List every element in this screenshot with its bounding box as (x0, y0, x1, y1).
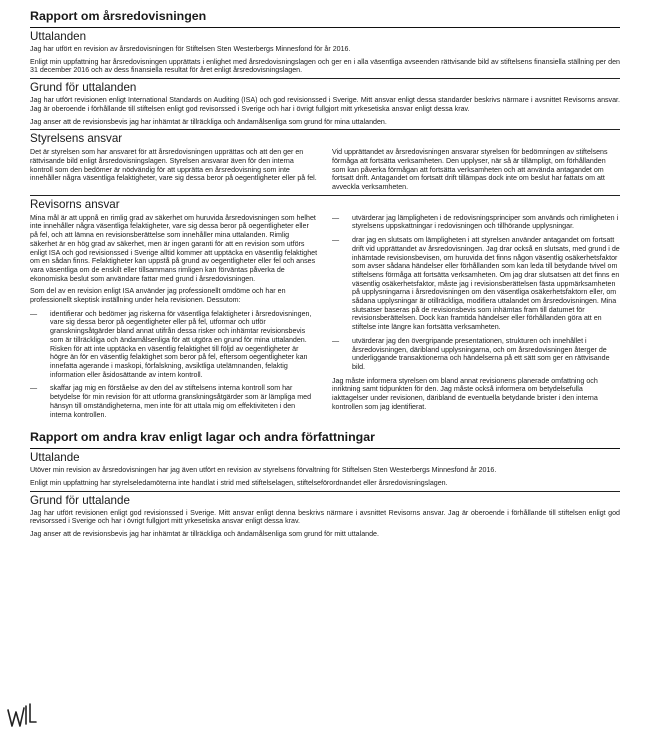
audit-report-page (30, 8, 620, 539)
paragraph: Det är styrelsen som har ansvaret för att årsredovisningen upprättas och att den ger en rättvisande bild enligt årsredovisningslagen. Styrelsen ansvarar även för den interna kontroll som den bedömer är nödvändig för att upprätta en årsredovisning som inte innehåller några väsentliga felaktigheter, vare sig dessa beror på oegentligheter eller på fel. (30, 148, 317, 183)
part2-title: Rapport om andra krav enligt lagar och andra författningar (30, 430, 375, 445)
paragraph: Jag har utfört revisionen enligt god revisionssed i Sverige. Mitt ansvar enligt denna beskrivs närmare i avsnittet Revisorns ansvar. Jag är oberoende i förhållande till stiftelsen enligt god revisorssed i Sverige och har i övrigt fullgjort mitt yrkesetiska ansvar enligt dessa krav. (30, 508, 620, 526)
dash-bullet: — (332, 336, 340, 345)
paragraph: Enligt min uppfattning har styrelseledamöterna inte handlat i strid med stiftelselagen, stiftelseförordnandet eller årsredovisningslagen. (30, 478, 448, 487)
list-item (30, 384, 318, 419)
section-heading-grund-for-uttalande: Grund för uttalande (30, 493, 130, 507)
section-heading-grund: Grund för uttalanden (30, 81, 137, 95)
paragraph: Jag anser att de revisionsbevis jag har inhämtat är tillräckliga och ändamålsenliga som grund för mina uttalanden. (30, 117, 387, 126)
divider (30, 448, 620, 449)
paragraph: Vid upprättandet av årsredovisningen ansvarar styrelsen för bedömningen av stiftelsens förmåga att fortsätta verksamheten. Den upplyser, när så är tillämpligt, om förhållanden som kan påverka förmågan att fortsätta verksamheten och att använda antagandet om fortsatt drift. Antagandet om fortsatt drift tillämpas dock inte om beslut har fattats om att avveckla verksamheten. (332, 148, 608, 192)
divider (30, 129, 620, 130)
list-item-text: drar jag en slutsats om lämpligheten i att styrelsen använder antagandet om fortsatt drift vid upprättandet av årsredovisningen. Jag drar också en slutsats, med grund i de inhämtade revisionsbevisen, om huruvida det finns någon väsentlig osäkerhetsfaktor som avser sådana händelser eller förhållanden som kan leda till betydande tvivel om stiftelsens förmåga att fortsätta verksamheten. Om jag drar slutsatsen att det finns en väsentlig osäkerhetsfaktor, måste jag i revisionsberättelsen fästa uppmärksamheten på upplysningarna i årsredovisningen om den väsentliga osäkerhetsfaktorn eller, om sådana upplysningar är otillräckliga, modifiera uttalandet om årsredovisningen. Mina slutsatser baseras på de revisionsbevis som inhämtas fram till datumet för revisionsberättelsen. Dock kan framtida händelser eller förhållanden göra att en stiftelse inte längre kan fortsätta verksamheten. (352, 236, 620, 332)
dash-bullet: — (332, 236, 340, 245)
list-item-text: utvärderar jag lämpligheten i de redovisningsprinciper som används och rimligheten i styrelsens uppskattningar i redovisningen och tillhörande upplysningar. (352, 213, 619, 231)
list-item (332, 236, 620, 332)
right-column (332, 147, 620, 192)
paragraph: Enligt min uppfattning har årsredovisningen upprättats i enlighet med årsredovisningslagen och ger en i alla väsentliga avseenden rättvisande bild av stiftelsens finansiella ställning per den 31 december 2016 och av dess finansiella resultat för året enligt årsredovisningslagen. (30, 57, 620, 75)
divider (30, 195, 620, 196)
section-heading-uttalanden: Uttalanden (30, 30, 87, 43)
section-heading-styrelsens-ansvar: Styrelsens ansvar (30, 132, 123, 146)
list-item-text: utvärderar jag den övergripande presentationen, strukturen och innehållet i årsredovisningen, däribland upplysningarna, och om årsredovisningen återger de underliggande transaktionerna och händelserna på ett sätt som ger en rättvisande bild. (352, 336, 610, 371)
paragraph: Som del av en revision enligt ISA använder jag professionellt omdöme och har en professionellt skeptisk inställning under hela revisionen. Dessutom: (30, 287, 286, 305)
divider (30, 27, 620, 28)
list-item (332, 337, 620, 372)
list-item (332, 214, 620, 231)
dash-bullet: — (332, 213, 340, 222)
divider (30, 491, 620, 492)
dash-bullet: — (30, 309, 38, 318)
two-column-block (30, 147, 620, 192)
paragraph: Jag måste informera styrelsen om bland annat revisionens planerade omfattning och inriktning samt tidpunkten för den. Jag måste också informera om betydelsefulla iakttagelser under revisionen, däribland de eventuella betydande brister i den interna kontrollen som jag identifierat. (332, 376, 598, 411)
section-heading-revisorns-ansvar: Revisorns ansvar (30, 197, 120, 211)
left-column (30, 147, 318, 192)
two-column-block (30, 213, 620, 419)
dash-bullet: — (30, 384, 38, 393)
list-item (30, 310, 318, 380)
paragraph: Mina mål är att uppnå en rimlig grad av säkerhet om huruvida årsredovisningen som helhet inte innehåller några väsentliga felaktigheter, vare sig dessa beror på oegentligheter eller på fel, och att lämna en revisionsberättelse som innehåller mina uttalanden. Rimlig säkerhet är en hög grad av säkerhet, men är ingen garanti för att en revision som utförs enligt ISA och god revisionssed i Sverige alltid kommer att upptäcka en väsentlig felaktighet om en sådan finns. Felaktigheter kan uppstå på grund av oegentligheter eller fel och anses vara väsentliga om de enskilt eller tillsammans rimligen kan förväntas påverka de ekonomiska beslut som användare fattar med grund i årsredovisningen. (30, 213, 318, 283)
left-column (30, 213, 318, 419)
section-heading-uttalande: Uttalande (30, 451, 80, 465)
handwritten-initials (6, 700, 38, 730)
divider (30, 78, 620, 79)
paragraph: Jag har utfört revisionen enligt International Standards on Auditing (ISA) och god revisionssed i Sverige. Mitt ansvar enligt dessa standarder beskrivs närmare i avsnittet Revisorns ansvar. Jag är oberoende i förhållande till stiftelsen enligt god revisorssed i Sverige och har i övrigt fullgjort mitt yrkesetiska ansvar enligt dessa krav. (30, 96, 620, 113)
list-item-text: skaffar jag mig en förståelse av den del av stiftelsens interna kontroll som har betydelse för min revision för att utforma granskningsåtgärder som är lämpliga med hänsyn till omständigheterna, men inte för att uttala mig om effektiviteten i den interna kontrollen. (50, 384, 312, 419)
part1-title: Rapport om årsredovisningen (30, 9, 207, 23)
paragraph: Jag anser att de revisionsbevis jag har inhämtat är tillräckliga och ändamålsenliga som grund för mitt uttalande. (30, 530, 379, 539)
list-item-text: identifierar och bedömer jag riskerna för väsentliga felaktigheter i årsredovisningen, vare sig dessa beror på oegentligheter eller på fel, utformar och utför granskningsåtgärder bland annat utifrån dessa risker och inhämtar revisionsbevis som är tillräckliga och ändamålsenliga för att utgöra en grund för mina uttalanden. Risken för att inte upptäcka en väsentlig felaktighet till följd av oegentligheter är högre än för en väsentlig felaktighet som beror på fel, eftersom oegentligheter kan innefatta agerande i maskopi, förfalskning, avsiktliga utelämnanden, felaktig information eller åsidosättande av intern kontroll. (50, 309, 312, 379)
right-column (332, 213, 620, 419)
paragraph: Jag har utfört en revision av årsredovisningen för Stiftelsen Sten Westerbergs Minnesfond för år 2016. (30, 45, 351, 53)
paragraph: Utöver min revision av årsredovisningen har jag även utfört en revision av styrelsens förvaltning för Stiftelsen Sten Westerbergs Minnesfond år 2016. (30, 466, 497, 475)
